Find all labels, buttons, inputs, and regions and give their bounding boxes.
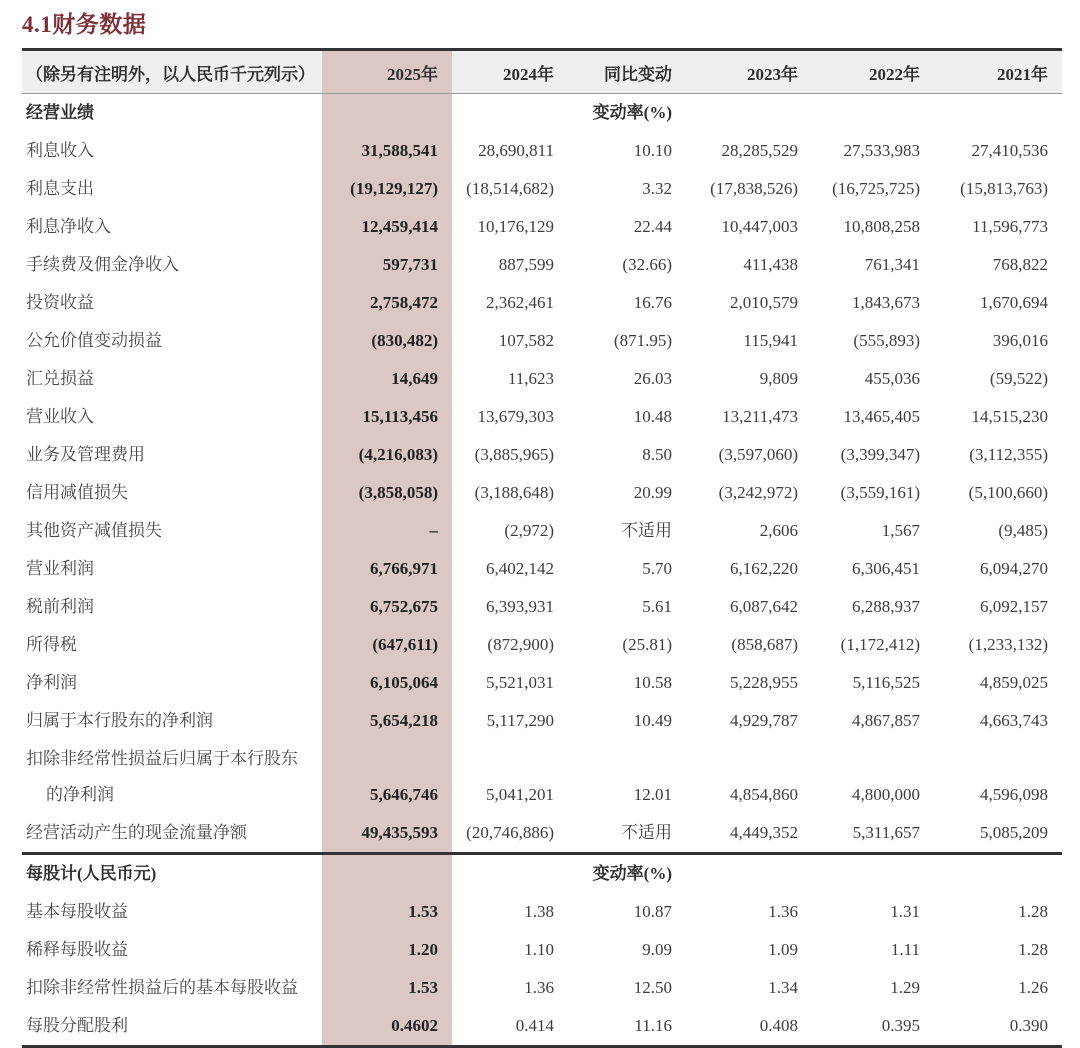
row-label: 每股分配股利 [26, 1016, 128, 1035]
cell-value: (3,885,965) [474, 445, 554, 464]
cell-value: (3,242,972) [718, 483, 798, 502]
cell-value: (3,399,347) [840, 445, 920, 464]
cell-value: 10,447,003 [721, 217, 798, 236]
cell-value: 5,311,657 [852, 823, 920, 842]
cell-value: (3,597,060) [718, 445, 798, 464]
cell-value: 5,116,525 [852, 673, 920, 692]
row-label: 税前利润 [26, 597, 94, 616]
cell-value: 6,087,642 [730, 597, 798, 616]
table-row [22, 931, 1062, 969]
column-header-2025: 2025年 [322, 50, 452, 94]
spacer-cell [812, 854, 934, 894]
cell-value: (871.95) [613, 331, 672, 350]
row-label: 投资收益 [26, 293, 94, 312]
cell-value: (2,972) [504, 521, 554, 540]
cell-value: 22.44 [633, 217, 672, 236]
table-row [22, 246, 1062, 284]
cell-value: (20,746,886) [466, 823, 554, 842]
cell-value: 455,036 [864, 369, 920, 388]
table-row [22, 436, 1062, 474]
table-row [22, 398, 1062, 436]
cell-value: (3,112,355) [969, 445, 1048, 464]
cell-value: 1.09 [768, 940, 798, 959]
cell-value: 1,843,673 [852, 293, 920, 312]
cell-value: 2,362,461 [486, 293, 554, 312]
cell-value: (15,813,763) [960, 179, 1048, 198]
cell-value: 4,867,857 [852, 711, 920, 730]
column-header-2021: 2021年 [934, 50, 1062, 94]
cell-value: 1.20 [322, 931, 452, 969]
cell-value: 11,623 [507, 369, 554, 388]
cell-value: 4,854,860 [730, 785, 798, 804]
cell-value: 2,606 [759, 521, 798, 540]
cell-value: 5,117,290 [486, 711, 554, 730]
cell-value: 4,859,025 [980, 673, 1048, 692]
cell-value: 5,521,031 [486, 673, 554, 692]
table-row [22, 740, 1062, 814]
spacer-cell [934, 94, 1062, 133]
table-row [22, 512, 1062, 550]
cell-value: 1,567 [881, 521, 920, 540]
column-header-2022: 2022年 [812, 50, 934, 94]
cell-value: (19,129,127) [322, 170, 452, 208]
page-title: 4.1财务数据 [22, 12, 147, 37]
cell-value: 12.50 [633, 978, 672, 997]
cell-value: 1.53 [322, 893, 452, 931]
cell-value: 3.32 [642, 179, 672, 198]
row-label: 扣除非经常性损益后的基本每股收益 [26, 978, 298, 997]
table-row [22, 626, 1062, 664]
cell-value: 4,800,000 [852, 785, 920, 804]
cell-value: 13,211,473 [722, 407, 798, 426]
cell-value: 28,690,811 [478, 141, 554, 160]
spacer-cell [686, 94, 812, 133]
table-row [22, 132, 1062, 170]
cell-value: 411,438 [743, 255, 798, 274]
cell-value: 6,306,451 [852, 559, 920, 578]
cell-value: (5,100,660) [968, 483, 1048, 502]
cell-value: 0.4602 [322, 1007, 452, 1047]
section-subheader: 变动率(%) [568, 854, 686, 894]
cell-value: – [322, 512, 452, 550]
cell-value: 6,092,157 [980, 597, 1048, 616]
cell-value: 10.87 [633, 902, 672, 921]
cell-value: 4,663,743 [980, 711, 1048, 730]
cell-value: (858,687) [731, 635, 798, 654]
cell-value: 20.99 [633, 483, 672, 502]
cell-value: (3,858,058) [322, 474, 452, 512]
row-label-line1: 扣除非经常性损益后归属于本行股东 [26, 749, 298, 768]
spacer-cell [452, 854, 568, 894]
cell-value: 13,679,303 [477, 407, 554, 426]
table-header-row [22, 50, 1062, 94]
row-label: 汇兑损益 [26, 369, 94, 388]
cell-value: 12,459,414 [322, 208, 452, 246]
cell-value: 107,582 [498, 331, 554, 350]
cell-value: 49,435,593 [322, 814, 452, 854]
cell-value: 1.11 [890, 940, 920, 959]
cell-value: 5,085,209 [980, 823, 1048, 842]
cell-value: 16.76 [633, 293, 672, 312]
row-label: 稀释每股收益 [26, 940, 128, 959]
cell-value: (3,188,648) [474, 483, 554, 502]
cell-value: 6,766,971 [322, 550, 452, 588]
table-row [22, 893, 1062, 931]
cell-value: 1.28 [1018, 902, 1048, 921]
table-row [22, 702, 1062, 740]
cell-value: 0.408 [759, 1016, 798, 1035]
table-row [22, 170, 1062, 208]
cell-value: 1.29 [890, 978, 920, 997]
cell-value: (1,172,412) [840, 635, 920, 654]
cell-value: 31,588,541 [322, 132, 452, 170]
row-label: 经营活动产生的现金流量净额 [26, 823, 247, 842]
row-label: 利息收入 [26, 141, 94, 160]
cell-value: 6,402,142 [486, 559, 554, 578]
cell-value: 4,449,352 [730, 823, 798, 842]
spacer-cell [934, 854, 1062, 894]
cell-value: 28,285,529 [721, 141, 798, 160]
table-row [22, 969, 1062, 1007]
cell-value: 11,596,773 [972, 217, 1048, 236]
cell-value: 5,646,746 [322, 740, 452, 814]
cell-value: 5.70 [642, 559, 672, 578]
table-row [22, 284, 1062, 322]
cell-value: (18,514,682) [466, 179, 554, 198]
row-label: 公允价值变动损益 [26, 331, 162, 350]
section-header-row [22, 94, 1062, 133]
cell-value: (16,725,725) [832, 179, 920, 198]
table-row [22, 322, 1062, 360]
cell-value: 10.48 [633, 407, 672, 426]
cell-value: 27,533,983 [843, 141, 920, 160]
cell-value: 11.16 [634, 1016, 672, 1035]
table-row [22, 550, 1062, 588]
table-row [22, 360, 1062, 398]
cell-value: 不适用 [621, 823, 672, 842]
cell-value: 1.53 [322, 969, 452, 1007]
table-row [22, 588, 1062, 626]
cell-value: 6,752,675 [322, 588, 452, 626]
cell-value: 0.390 [1009, 1016, 1048, 1035]
cell-value: 8.50 [642, 445, 672, 464]
cell-value: 1.26 [1018, 978, 1048, 997]
cell-value: 10.10 [633, 141, 672, 160]
cell-value: 2,010,579 [730, 293, 798, 312]
cell-value: 1.36 [768, 902, 798, 921]
cell-value: 26.03 [633, 369, 672, 388]
cell-value: (32.66) [622, 255, 672, 274]
table-row [22, 1007, 1062, 1047]
cell-value: 5,228,955 [730, 673, 798, 692]
cell-value: 9.09 [642, 940, 672, 959]
cell-value: (1,233,132) [968, 635, 1048, 654]
cell-value: 10.49 [633, 711, 672, 730]
column-header-2024: 2024年 [452, 50, 568, 94]
spacer-cell [452, 94, 568, 133]
cell-value: 12.01 [633, 785, 672, 804]
cell-value: 1,670,694 [980, 293, 1048, 312]
cell-value: 5.61 [642, 597, 672, 616]
cell-value: 5,041,201 [486, 785, 554, 804]
cell-value: 14,515,230 [971, 407, 1048, 426]
cell-value: 4,929,787 [730, 711, 798, 730]
row-label: 利息支出 [26, 179, 94, 198]
cell-value: 1.31 [890, 902, 920, 921]
financial-table [22, 48, 1062, 1048]
cell-value: (830,482) [322, 322, 452, 360]
cell-value: 6,094,270 [980, 559, 1048, 578]
cell-value: 0.414 [515, 1016, 554, 1035]
table-row [22, 664, 1062, 702]
row-label: 营业利润 [26, 559, 94, 578]
cell-value: (555,893) [853, 331, 920, 350]
cell-value: 6,288,937 [852, 597, 920, 616]
row-label: 所得税 [26, 635, 77, 654]
row-label: 业务及管理费用 [26, 445, 145, 464]
cell-value: (9,485) [998, 521, 1048, 540]
cell-value: 761,341 [864, 255, 920, 274]
cell-value: (647,611) [322, 626, 452, 664]
row-label: 净利润 [26, 673, 77, 692]
cell-value: 27,410,536 [971, 141, 1048, 160]
row-label: 营业收入 [26, 407, 94, 426]
cell-value: 0.395 [881, 1016, 920, 1035]
cell-value: 597,731 [322, 246, 452, 284]
row-label: 信用减值损失 [26, 483, 128, 502]
cell-value: (17,838,526) [710, 179, 798, 198]
table-body [22, 94, 1062, 1047]
row-label [22, 740, 322, 814]
cell-value: 1.10 [524, 940, 554, 959]
table-row [22, 814, 1062, 854]
row-label-line2: 的净利润 [46, 785, 114, 804]
cell-value: 14,649 [322, 360, 452, 398]
section-subheader: 变动率(%) [592, 103, 672, 122]
highlight-spacer-cell [322, 854, 452, 894]
section-title: 经营业绩 [26, 103, 94, 122]
cell-value: 1.34 [768, 978, 798, 997]
highlight-spacer-cell [322, 94, 452, 133]
cell-value: (872,900) [487, 635, 554, 654]
row-label: 手续费及佣金净收入 [26, 255, 179, 274]
cell-value: 5,654,218 [322, 702, 452, 740]
cell-value: 1.36 [524, 978, 554, 997]
cell-value: 13,465,405 [843, 407, 920, 426]
cell-value: 4,596,098 [980, 785, 1048, 804]
cell-value: 887,599 [498, 255, 554, 274]
column-header-yoy-change: 同比变动 [568, 50, 686, 94]
row-label: 归属于本行股东的净利润 [26, 711, 213, 730]
column-header-2023: 2023年 [686, 50, 812, 94]
header-units-note: （除另有注明外，以人民币千元列示） [22, 50, 322, 94]
row-label: 其他资产减值损失 [26, 521, 162, 540]
cell-value: 6,393,931 [486, 597, 554, 616]
cell-value: 1.38 [524, 902, 554, 921]
cell-value: 10,808,258 [843, 217, 920, 236]
table-row [22, 208, 1062, 246]
cell-value: 10.58 [633, 673, 672, 692]
section-title: 每股计(人民币元) [22, 854, 322, 894]
cell-value: (3,559,161) [840, 483, 920, 502]
section-header-row [22, 854, 1062, 894]
cell-value: 396,016 [992, 331, 1048, 350]
cell-value: (59,522) [989, 369, 1048, 388]
cell-value: 6,105,064 [322, 664, 452, 702]
cell-value: 10,176,129 [477, 217, 554, 236]
cell-value: 2,758,472 [322, 284, 452, 322]
cell-value: (4,216,083) [322, 436, 452, 474]
row-label: 基本每股收益 [26, 902, 128, 921]
cell-value: 不适用 [621, 521, 672, 540]
table-row [22, 474, 1062, 512]
cell-value: (25.81) [622, 635, 672, 654]
row-label: 利息净收入 [26, 217, 111, 236]
cell-value: 15,113,456 [322, 398, 452, 436]
spacer-cell [686, 854, 812, 894]
cell-value: 6,162,220 [730, 559, 798, 578]
spacer-cell [812, 94, 934, 133]
cell-value: 768,822 [992, 255, 1048, 274]
cell-value: 9,809 [759, 369, 798, 388]
cell-value: 1.28 [1018, 940, 1048, 959]
cell-value: 115,941 [743, 331, 798, 350]
